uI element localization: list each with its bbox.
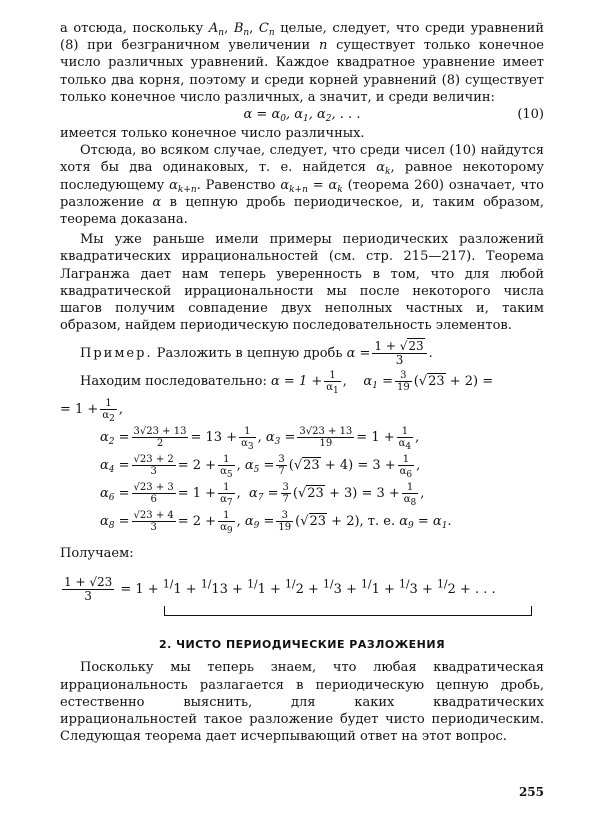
page-number: 255 [518,785,544,799]
paragraph-proof: Отсюда, во всяком случае, следует, что среди чисел (10) найдутся хотя бы два одинаковых, т. е. найдется $\alpha_k$, равное некоторому последующему $\alpha_{k+n}$. Равенство $\alpha_{k+n} = \alpha_k$ (теорема 260) означает, что разложение α в цепную дробь периодическое, и, таким образом, теорема доказана. [60,143,544,228]
section-heading: 2. ЧИСТО ПЕРИОДИЧЕСКИЕ РАЗЛОЖЕНИЯ [158,638,446,652]
find-label: Находим последовательно: [80,374,267,390]
sequence-line-4: $\alpha_4$ = $\frac{√23 + 2}{3}$ = 2 + $\frac{1}{\alpha_5}$ , $\alpha_5$ = $\frac{3}{7}$ (√23 + 4) = 3 + $\frac{1}{\alpha_6}$ , [100,454,421,481]
paragraph-finite: имеется только конечное число различных. [60,126,365,142]
sequence-line-2: = 1 + $\frac{1}{\alpha_2}$ , [60,398,123,425]
example-text: Разложить в цепную дробь [156,346,343,362]
equation-number: (10) [517,107,544,123]
sequence-line-6: $\alpha_8$ = $\frac{√23 + 4}{3}$ = 2 + $\frac{1}{\alpha_9}$ , $\alpha_9$ = $\frac{3}{19}$ (√23 + 2), т. е. $\alpha_9 = \alpha_1$. [100,510,452,537]
sequence-line-5: $\alpha_6$ = $\frac{√23 + 3}{6}$ = 1 + $\frac{1}{\alpha_7}$ , $\alpha_7$ = $\frac{3}{7}$ (√23 + 3) = 3 + $\frac{1}{\alpha_8}$ , [100,482,425,509]
period-bracket [164,603,532,616]
equation-10: $\alpha = \alpha_0$, $\alpha_1$, $\alpha_2$, . . . (10) [243,107,544,125]
paragraph-lagrange: Мы уже раньше имели примеры периодических разложений квадратических иррациональностей (см. стр. 215—217). Теорема Лагранжа дает нам теперь уверенность в том, что для любой квадратической иррациональности мы после некоторого числа шагов получим совпадение двух неполных частных и, таким образом, найдем периодическую последовательность элементов. [60,232,544,334]
example-label: Пример. [80,346,153,362]
sequence-line-3: $\alpha_2$ = $\frac{3√23 + 13}{2}$ = 13 + $\frac{1}{\alpha_3}$ , $\alpha_3$ = $\frac{3√23 + 13}{19}$ = 1 + $\frac{1}{\alpha_4}$ , [100,426,420,453]
result-label: Получаем: [60,546,134,562]
continued-fraction: $\frac{1 + √23}{3}$ = 1 + $^{1/}$1 + $^{1/}$13 + $^{1/}$1 + $^{1/}$2 + $^{1/}$3 + $^{1/}$1 + $^{1/}$3 + $^{1/}$2 + . . . [60,576,544,616]
paragraph-pure-periodic: Поскольку мы теперь знаем, что любая квадратическая иррациональность разлагается в периодическую цепную дробь, естественно выяснить, для каких квадратических иррациональностей такое разложение будет чисто периодическим. Следующая теорема дает исчерпывающий ответ на этот вопрос. [60,660,544,745]
example-line: Пример. Разложить в цепную дробь α = $\frac{1 + √23}{3}$ . [80,339,433,368]
sequence-line-1: Находим последовательно: α = 1 + $\frac{1}{\alpha_1}$ , $\alpha_1$ = $\frac{3}{19}$ (√23 + 2) = [80,370,494,397]
paragraph-intro: а отсюда, поскольку $A_n$, $B_n$, $C_n$ целые, следует, что среди уравнений (8) при безграничном увеличении n существует только конечное число различных уравнений. Каждое квадратное уравнение имеет только два корня, поэтому и среди корней уравнений (8) существует только конечное число различных, а значит, и среди величин: [60,21,545,105]
